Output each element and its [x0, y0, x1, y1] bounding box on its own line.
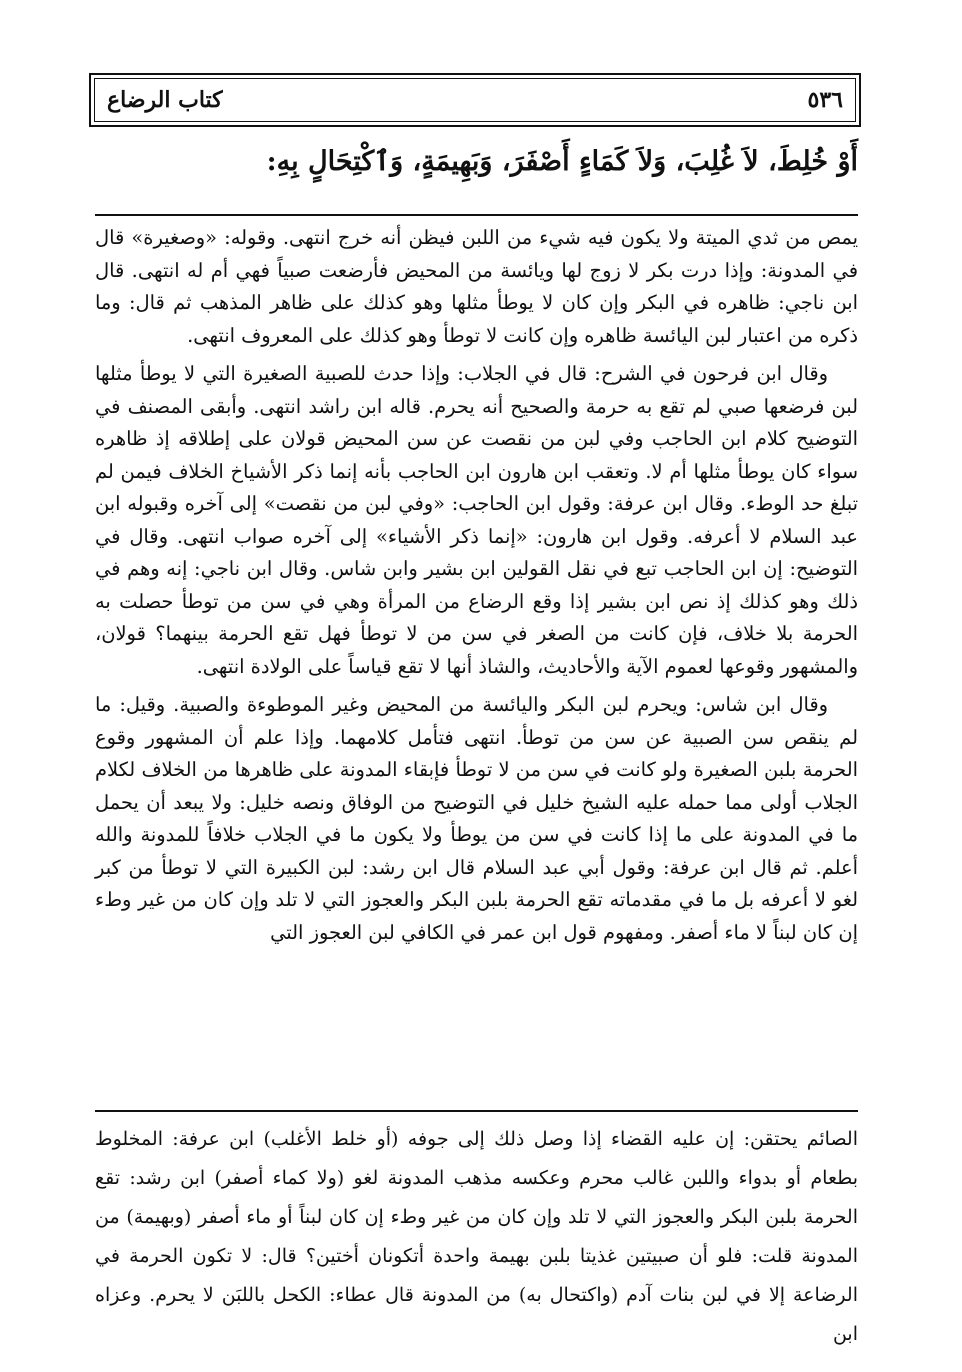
commentary-paragraph: وقال ابن فرحون في الشرح: قال في الجلاب: وإذا حدث للصبية الصغيرة التي لا يوطأ مثلها لبن فرضعها صبي لم تقع به حرمة والصحيح أنه يحرم. قاله ابن راشد انتهى. وأبقى المصنف في التوضيح كلام ابن الحاجب وفي لبن من نقصت عن سن المحيض قولان على إطلاقه إذ ظاهره سواء كان يوطأ مثلها أم لا. وتعقب ابن هارون ابن الحاجب بأنه إنما ذكر الأشياخ الخلاف فيمن لم تبلغ حد الوطء. وقال ابن عرفة: وقول ابن الحاجب: «وفي لبن من نقصت» إلى آخره وقبوله ابن عبد السلام لا أعرفه. وقول ابن هارون: «إنما ذكر الأشياء» إلى آخره صواب انتهى. وقال في التوضيح: إن ابن الحاجب تبع في نقل القولين ابن بشير وابن شاس. وقال ابن ناجي: إنه وهم في ذلك وهو كذلك إذ نص ابن بشير إذا وقع الرضاع من المرأة وهي في سن من توطأ حصلت به الحرمة بلا خلاف، فإن كانت من الصغر في سن من لا توطأ فهل تقع الحرمة بينهما؟ قولان، والمشهور وقوعها لعموم الآية والأحاديث، والشاذ أنها لا تقع قياساً على الولادة انتهى.: [95, 362, 858, 678]
matn-text: أَوْ خُلِطَ، لاَ غُلِبَ، وَلاَ كَمَاءٍ أَصْفَرَ، وَبَهِيمَةٍ، وَٱكْتِحَالٍ بِهِ:: [266, 146, 858, 177]
page-number: ٥٣٦: [807, 87, 843, 113]
commentary: [95, 222, 858, 955]
commentary-paragraph: يمص من ثدي الميتة ولا يكون فيه شيء من اللبن فيظن أنه خرج انتهى. وقوله: «وصغيرة» قال في المدونة: وإذا درت بكر لا زوج لها ويائسة من المحيض فأرضعت صبياً فهي أم له انتهى. قال ابن ناجي: ظاهره في البكر وإن كان لا يوطأ مثلها وهو كذلك على ظاهر المذهب ثم قال: وما ذكره من اعتبار لبن اليائسة ظاهره وإن كانت لا توطأ وهو كذلك على المعروف انتهى.: [95, 226, 858, 347]
footnote-divider: [95, 1110, 858, 1112]
commentary-paragraph: وقال ابن شاس: ويحرم لبن البكر واليائسة من المحيض وغير الموطوءة والصبية. وقيل: ما لم ينقص سن الصبية عن سن من توطأ. انتهى فتأمل كلامهما. وإذا علم أن المشهور وقوع الحرمة بلبن الصغيرة ولو كانت في سن من لا توطأ فإبقاء المدونة على ظاهرها من الخلاف لكلام الجلاب أولى مما حمله عليه الشيخ خليل في التوضيح من الوفاق ونصه خليل: ولا يبعد أن يحمل ما في المدونة على ما إذا كانت في سن من يوطأ ولا يكون ما في الجلاب خلافاً للمدونة والله أعلم. ثم قال ابن عرفة: وقول أبي عبد السلام قال ابن رشد: لبن الكبيرة التي لا توطأ من كبر لغو لا أعرفه بل ما في مقدماته تقع الحرمة بلبن البكر والعجوز التي لا تلد وإن كان من غير وطء إن كان لبناً لا ماء أصفر. ومفهوم قول ابن عمر في الكافي لبن العجوز التي: [95, 693, 858, 944]
running-header: [94, 78, 856, 122]
footnote-paragraph: الصائم يحتقن: إن عليه القضاء إذا وصل ذلك إلى جوفه (أو خلط الأغلب) ابن عرفة: المخلوط بطعام أو بدواء واللبن غالب محرم وعكسه مذهب المدونة لغو (ولا كماء أصفر) ابن رشد: تقع الحرمة بلبن البكر والعجوز التي لا تلد وإن كان من غير وطء إن كان لبناً أو ماء أصفر (وبهيمة) من المدونة قلت: فلو أن صبيتين غذيتا بلبن بهيمة واحدة أتكونان أختين؟ قال: لا تكون الحرمة في الرضاعة إلا في لبن بنات آدم (واكتحال به) من المدونة قال عطاء: الكحل باللبَن لا يحرم. وعزاه ابن: [95, 1128, 858, 1345]
footnote: [95, 1120, 858, 1354]
matn-divider: [95, 214, 858, 216]
book-title: كتاب الرضاع: [107, 87, 223, 113]
